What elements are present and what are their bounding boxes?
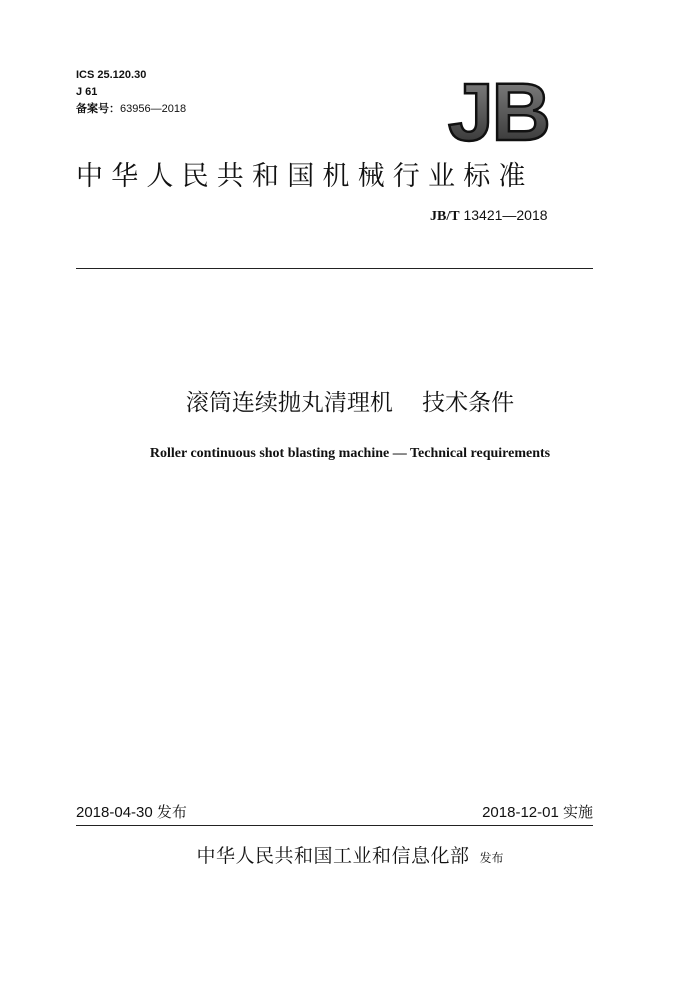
standard-number (430, 206, 548, 226)
filing-number: 备案号：63956—2018 (76, 103, 187, 115)
issue-date: 2018-04-30 发布 (76, 804, 187, 821)
implementation-date: 2018-12-01 实施 (482, 804, 593, 821)
jb-logo (444, 70, 564, 150)
publisher-suffix: 发布 (479, 851, 504, 865)
jb-logo-text: JB (448, 70, 549, 150)
publisher-line (0, 843, 700, 871)
bottom-divider (76, 825, 593, 826)
document-title-en: Roller continuous shot blasting machine — Technical requirements (149, 446, 551, 461)
top-divider (76, 268, 593, 269)
classification-code: J 61 (76, 86, 98, 98)
standard-code: 13421—2018 (463, 207, 548, 223)
standard-prefix: JB/T (430, 209, 460, 224)
document-title-cn: 滚筒连续抛丸清理机 技术条件 (185, 390, 515, 416)
publisher-name: 中华人民共和国工业和信息化部 (196, 845, 470, 867)
standard-org-title: 中华人民共和国机械行业标准 (76, 161, 534, 192)
ics-code: ICS 25.120.30 (76, 69, 147, 81)
